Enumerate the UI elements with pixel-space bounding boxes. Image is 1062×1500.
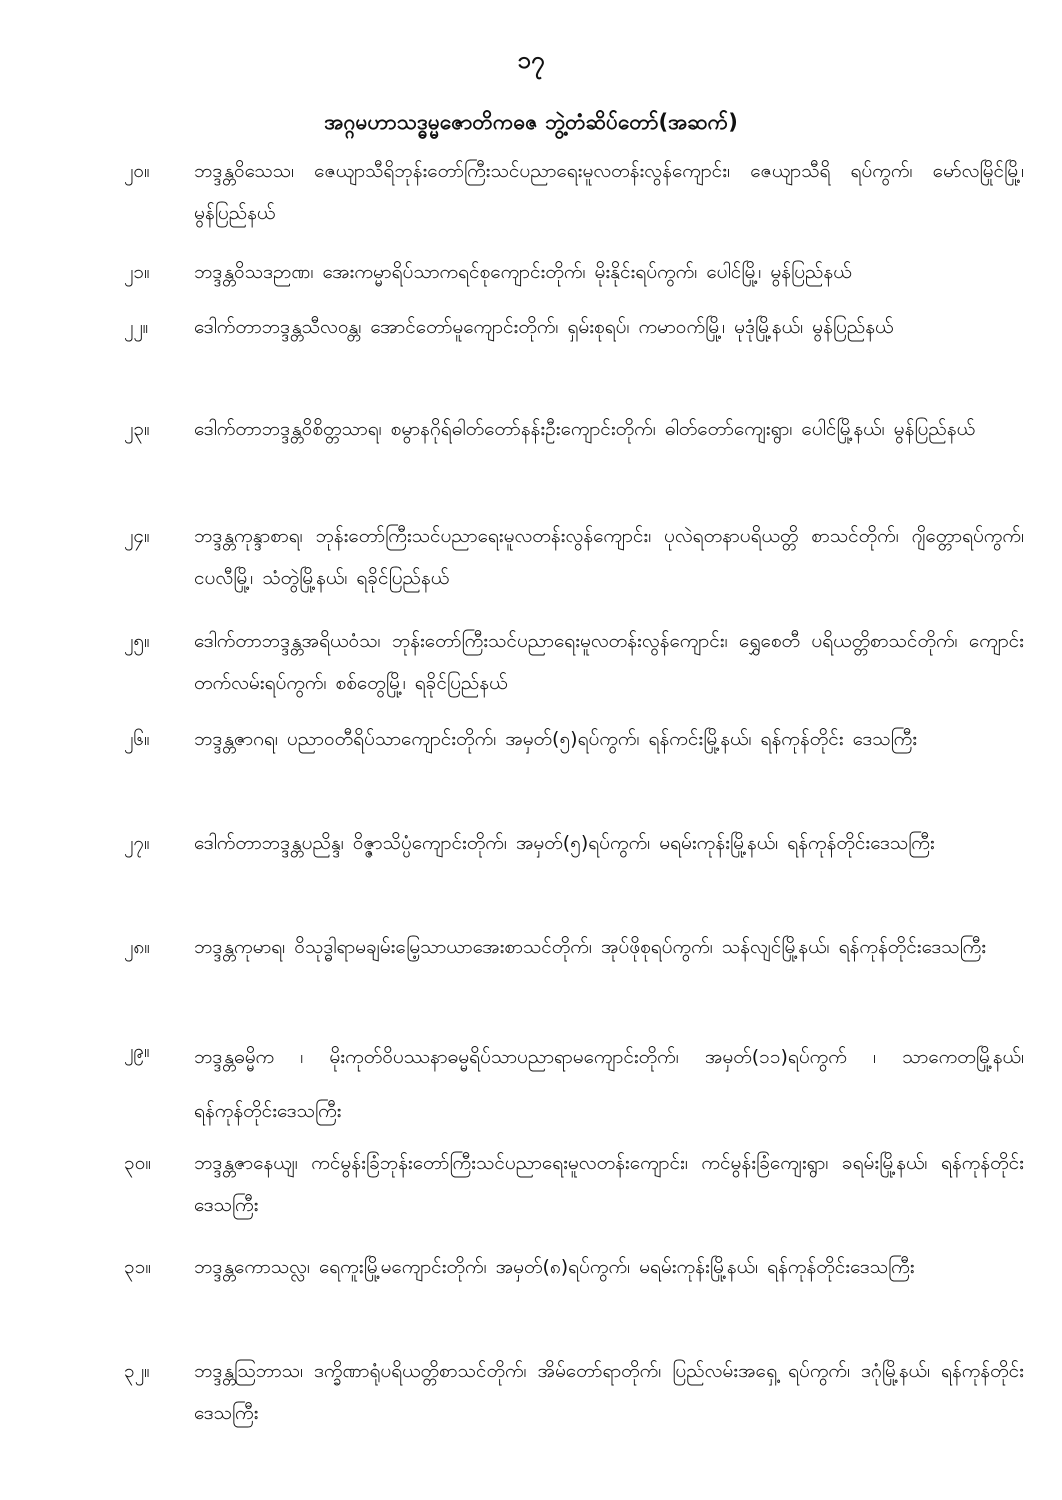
page-number: ၁၇ [517,46,545,74]
item-number: ၂၀။ [124,160,150,182]
item-number: ၂၆။ [124,728,150,750]
item-text: ဒေါက်တာဘဒ္ဒန္တပညိန္ဒ၊ ဝိဇ္ဇာသိပ္ပံကျောင်းတိုက်၊ အမှတ်(၅)ရပ်ကွက်၊ မရမ်းကုန်းမြို့နယ်၊ ရန်ကုန်တိုင်းဒေသကြီး [194,832,935,854]
item-number: ၂၃။ [124,418,150,440]
item-number: ၂၇။ [124,832,150,854]
item-number: ၂၉။ [124,1040,150,1062]
item-text: ဒေါက်တာဘဒ္ဒန္တဝိစိတ္တသာရ၊ စမွာနဂိုရ်ဓါတ်တော်နန်းဦးကျောင်းတိုက်၊ ဓါတ်တော်ကျေးရွာ၊ ပေါင်မြို့နယ်၊ မွန်ပြည်နယ် [194,418,976,440]
item-text: ဘဒ္ဒန္တသြဘာသ၊ ဒက္ခိဏာရုံပရိယတ္တိစာသင်တိုက်၊ အိမ်တော်ရာတိုက်၊ ပြည်လမ်းအရှေ့ ရပ်ကွက်၊ ဒဂုံမြို့နယ်၊ ရန်ကုန်တိုင်းဒေသကြီး [194,1360,1024,1424]
item-text: ဒေါက်တာဘဒ္ဒန္တအရိယဝံသ၊ ဘုန်းတော်ကြီးသင်ပညာရေးမူလတန်းလွန်ကျောင်း၊ ရွှေစေတီ ပရိယတ္တိစာသင်တိုက်၊ ကျောင်းတက်လမ်းရပ်ကွက်၊ စစ်တွေမြို့၊ ရခိုင်ပြည်နယ် [194,630,1024,694]
item-number: ၂၄။ [124,525,150,547]
item-number: ၂၁။ [124,261,150,283]
item-text: ဘဒ္ဒန္တဝိသေသ၊ ဇေယျာသီရိဘုန်းတော်ကြီးသင်ပညာရေးမူလတန်းလွန်ကျောင်း၊ ဇေယျာသီရိ ရပ်ကွက်၊ မော်လမြိုင်မြို့၊ မွန်ပြည်နယ် [194,160,1024,224]
item-number: ၃၁။ [124,1256,152,1278]
item-text: ဘဒ္ဒန္တဓမ္မိက ၊ မိုးကုတ်ဝိပဿနာဓမ္မရိပ်သာပညာရာမကျောင်းတိုက်၊ အမှတ်(၁၁)ရပ်ကွက် ၊ သာကေတမြို့နယ်၊ ရန်ကုန်တိုင်းဒေသကြီး [194,1046,1024,1122]
item-text: ဘဒ္ဒန္တကောသလ္လ၊ ရေကူးမြို့မကျောင်းတိုက်၊ အမှတ်(၈)ရပ်ကွက်၊ မရမ်းကုန်းမြို့နယ်၊ ရန်ကုန်တိုင်းဒေသကြီး [194,1256,915,1278]
item-text: ဘဒ္ဒန္တဇာဂရ၊ ပညာဝတီရိပ်သာကျောင်းတိုက်၊ အမှတ်(၅)ရပ်ကွက်၊ ရန်ကင်းမြို့နယ်၊ ရန်ကုန်တိုင်း ဒေသကြီး [194,728,918,750]
item-text: ဘဒ္ဒန္တဝိသဒဉာဏ၊ အေးကမ္မာရိပ်သာကရင်စုကျောင်းတိုက်၊ မိုးနိုင်းရပ်ကွက်၊ ပေါင်မြို့၊ မွန်ပြည်နယ် [194,261,852,283]
item-number: ၂၂။ [124,316,149,338]
item-number: ၃၂။ [124,1360,150,1382]
item-number: ၂၅။ [124,630,150,652]
item-text: ဒေါက်တာဘဒ္ဒန္တသီလဝန္တ၊ အောင်တော်မူကျောင်းတိုက်၊ ရှမ်းစုရပ်၊ ကမာဝက်မြို့၊ မုဒုံမြို့နယ်၊ မွန်ပြည်နယ် [194,316,894,338]
page-title: အဂ္ဂမဟာသဒ္ဓမ္မဇောတိကဓဇ ဘွဲ့တံဆိပ်တော်(အဆက်) [324,110,738,134]
item-number: ၃၀။ [124,1152,152,1174]
item-text: ဘဒ္ဒန္တကုန္ဒာစာရ၊ ဘုန်းတော်ကြီးသင်ပညာရေးမူလတန်းလွန်ကျောင်း၊ ပုလဲရတနာပရိယတ္တိ စာသင်တိုက်၊ ဂျိတ္တောရပ်ကွက်၊ ငပလီမြို့၊ သံတွဲမြို့နယ်၊ ရခိုင်ပြည်နယ် [194,525,1024,589]
item-text: ဘဒ္ဒန္တကုမာရ၊ ဝိသုဒ္ဓါရာမချမ်းမြေ့သာယာအေးစာသင်တိုက်၊ အုပ်ဖိုစုရပ်ကွက်၊ သန်လျင်မြို့နယ်၊ ရန်ကုန်တိုင်းဒေသကြီး [194,936,987,958]
item-number: ၂၈။ [124,936,150,958]
item-text: ဘဒ္ဒန္တဇာနေယျ၊ ကင်မွန်းခြံဘုန်းတော်ကြီးသင်ပညာရေးမူလတန်းကျောင်း၊ ကင်မွန်းခြံကျေးရွာ၊ ခရမ်းမြို့နယ်၊ ရန်ကုန်တိုင်းဒေသကြီး [194,1152,1024,1216]
